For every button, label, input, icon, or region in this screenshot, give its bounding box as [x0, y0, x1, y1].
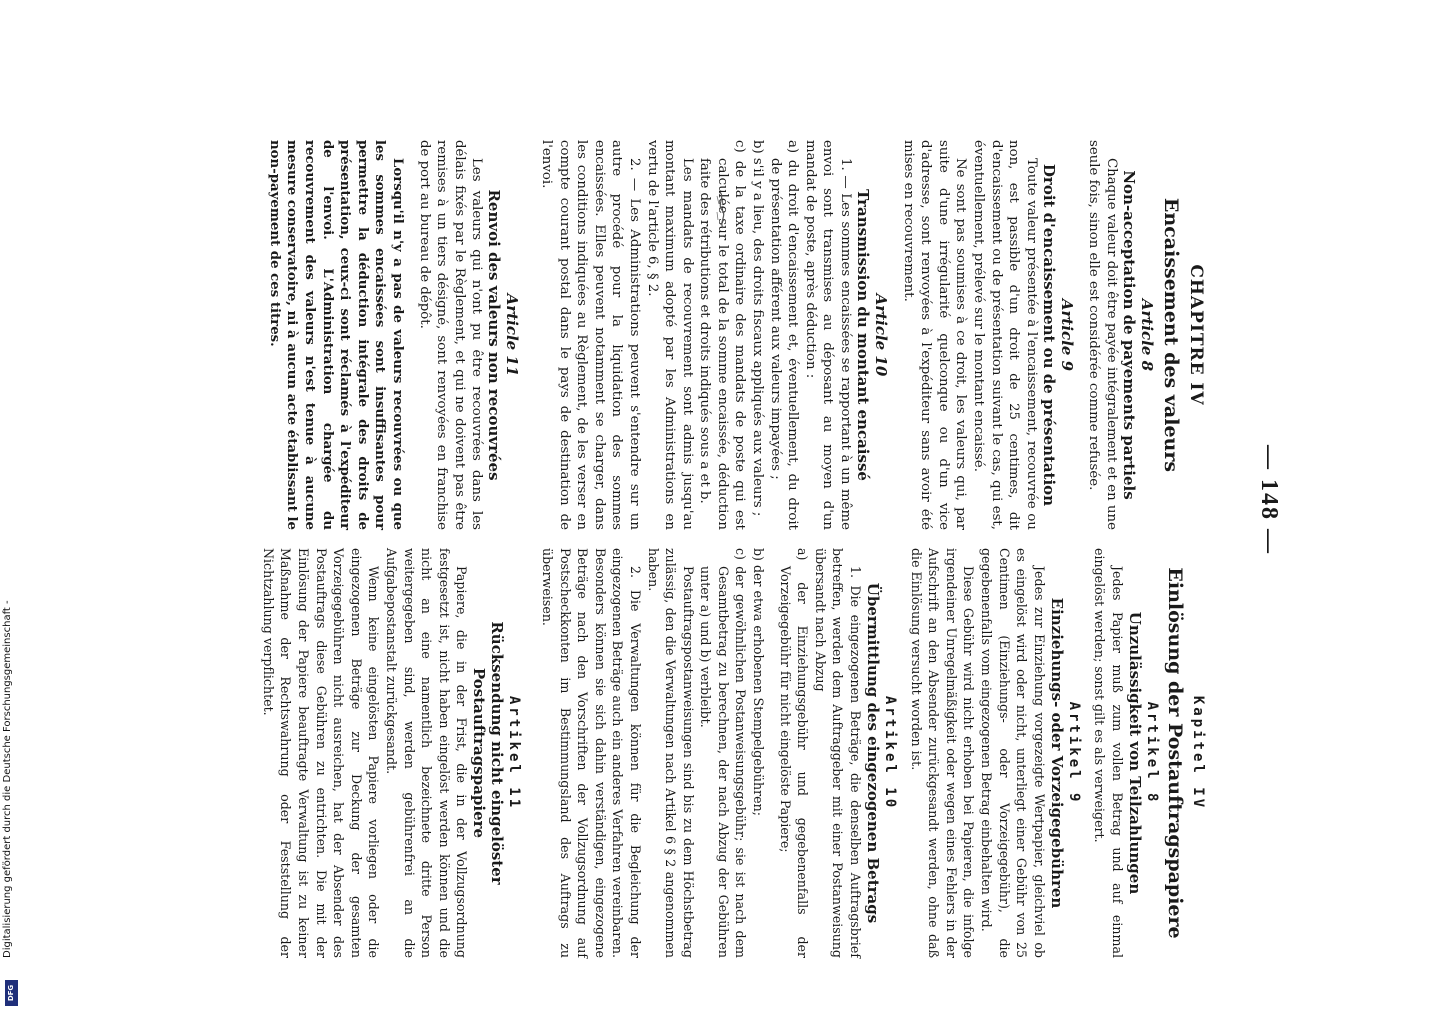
article-9-paragraph-1: Jedes zur Einziehung vorgezeigte Wertpapier, gleichviel ob es eingelöst wird oder nicht, unterliegt einer Gebühr von 25 Centimen (Einziehungs- oder Vorzeigegebühr), die gegebenenfalls vom eingezogenen Betrag einbehalten wird. [979, 548, 1047, 958]
article-11-label: Artikel 11 [506, 695, 523, 811]
article-11-heading: Rücksendung nicht eingelöster Postauftragspapiere [470, 621, 507, 885]
article-10-label: Artikel 10 [882, 695, 899, 811]
article-10-heading: Transmission du montant encaissé [854, 189, 873, 481]
credit-text: Digitalisierung gefördert durch die Deutsche Forschungsgemeinschaft - [2, 600, 13, 958]
section-title: Encaissement des valeurs [1160, 197, 1182, 473]
article-10-item-c: c) der gewöhnlichen Postanweisungsgebühr; sie ist nach dem Gesamtbetrag zu berechnen, der nach Abzug der Gebühren unter a) und b) verbleibt. [698, 548, 749, 958]
article-9-label: Artikel 9 [1065, 701, 1082, 805]
article-11-label: Article 11 [503, 293, 522, 377]
article-8-label: Article 8 [1138, 298, 1156, 372]
article-10-item-b: b) der etwa erhobenen Stempelgebühren; [751, 548, 767, 816]
article-9-heading: Droit d'encaissement ou de présentation [1039, 163, 1058, 507]
digitization-credit [3, 984, 17, 1014]
article-10-paragraph-3: 2. Die Verwaltungen können für die Begleichung der eingezogenen Beträge auch ein anderes Verfahren vereinbaren. Besonders können sie sich dahin verständigen, eingezogene Beträge nach den Vorschriften der Vollzugsordnung auf Postscheckkonten im Bestimmungsland des Auftrags zu überweisen. [539, 548, 643, 958]
page-number: — 148 — [1256, 445, 1282, 555]
french-column [265, 140, 1434, 530]
article-9-paragraph-2: Diese Gebühr wird nicht erhoben bei Papieren, die infolge irgendeiner Unregelmäßigkeit oder wegen eines Fehlers in der Aufschrift an den Absender zurückgesandt werden, ohne daß die Einlösung versucht worden ist. [908, 548, 977, 958]
article-11-paragraph-2: Lorsqu'il n'y a pas de valeurs recouvrées ou que les sommes encaissées sont insuffisantes pour permettre la déduction intégrale des droits de présentation, ceux-ci sont réclamés à l'expéditeur de l'envoi. L'Administration chargée du recouvrement des valeurs n'est tenue à aucune mesure conservatoire, ni à aucun acte établissant le non-payement de ces titres. [266, 140, 405, 530]
article-9-paragraph-1: Toute valeur présentée à l'encaissement, recouvrée ou non, est passible d'un droit de 25 centimes, dit d'encaissement ou de présentation suivant le cas, qui est, éventuellement, prélevé sur le montant encaissé. [971, 140, 1039, 530]
article-10-item-c: c) de la taxe ordinaire des mandats de poste qui est calculée sur le total de la somme encaissée, déduction faite des rétributions et droits indiqués sous a et b. [697, 140, 748, 530]
article-10-item-a: a) du droit d'encaissement et, éventuellement, du droit de présentation afférent aux valeurs impayées ; [767, 140, 801, 530]
article-10-label: Article 10 [872, 293, 891, 377]
article-9-label: Article 9 [1057, 298, 1076, 372]
article-11-paragraph-2: Wenn keine eingelösten Papiere vorliegen oder die eingezogenen Beträge zur Deckung der gesamten Vorzeigegebühren nicht ausreichen, hat der Absender des Postauftrags diese Gebühren zu entrichten. Die mit der Einlösung der Papiere beauftragte Verwaltung ist zu keiner Maßnahme der Rechtswahrung oder Feststellung der Nichtzahlung verpflichtet. [260, 548, 382, 958]
article-8-label: Artikel 8 [1144, 701, 1160, 805]
article-10-paragraph-2: Postauftragspostanweisungen sind bis zu dem Höchstbetrag zulässig, den die Verwaltungen nach Artikel 6 § 2 angenommen haben. [645, 548, 696, 958]
chapter-heading: Kapitel IV [1190, 695, 1206, 811]
article-8-paragraph: Chaque valeur doit être payée intégralement et en une seule fois, sinon elle est considérée comme refusée. [1086, 140, 1119, 530]
dfg-logo: DFG [5, 980, 18, 1006]
german-column [259, 548, 1434, 958]
article-8-heading: Unzulässigkeit von Teilzahlungen [1126, 611, 1144, 895]
article-10-paragraph-1: 1. — Les sommes encaissées se rapportant à un même envoi sont transmises au déposant au moyen d'un mandat de poste, après déduction : [802, 140, 854, 530]
article-10-item-b: b) s'il y a lieu, des droits fiscaux appliqués aux valeurs ; [750, 140, 766, 517]
article-8-paragraph: Jedes Papier muß zum vollen Betrag und auf einmal eingelöst werden; sonst gilt es als verweigert. [1092, 548, 1125, 958]
article-10-paragraph-3: 2. — Les Administrations peuvent s'entendre sur un autre procédé pour la liquidation des sommes encaissées. Elles peuvent notamment se charger, dans les conditions indiquées au Règlement, de les verser en compte courant postal dans le pays de destination de l'envoi. [538, 140, 642, 530]
scan-smudge-mark [713, 190, 729, 230]
article-9-paragraph-2: Ne sont pas soumises à ce droit, les valeurs qui, par suite d'une irrégularité quelconque ou d'un vice d'adresse, sont renvoyées à l'expéditeur sans avoir été mises en recouvrement. [900, 140, 969, 530]
article-11-paragraph-1: Papiere, die in der Frist, die in der Vollzugsordnung festgesetzt ist, nicht haben eingelöst werden können und die nicht an eine namentlich bezeichnete dritte Person weitergegeben sind, werden gebührenfrei an die Aufgabepostanstalt zurückgesandt. [384, 548, 470, 958]
section-title: Einlösung der Postauftragspapiere [1164, 567, 1186, 939]
article-10-paragraph-2: Les mandats de recouvrement sont admis jusqu'au montant maximum adopté par les Administrations en vertu de l'article 6, § 2. [644, 140, 695, 530]
article-9-heading: Einziehungs- oder Vorzeigegebühren [1047, 597, 1066, 909]
article-11-heading: Renvoi des valeurs non recouvrées [485, 189, 504, 481]
article-10-paragraph-1: 1. Die eingezogenen Beträge, die denselben Auftragsbrief betreffen, werden dem Auftraggeber mit einer Postanweisung übersandt nach Abzug [812, 548, 864, 958]
article-11-paragraph-1: Les valeurs qui n'ont pu être recouvrées dans les délais fixés par le Règlement, et qui ne doivent pas être remises à un tiers désigné, sont renvoyées en franchise de port au bureau de dépôt. [416, 140, 485, 530]
article-10-heading: Übermittlung des eingezogenen Betrags [864, 582, 883, 924]
article-8-heading: Non-acceptation de payements partiels [1120, 170, 1138, 500]
article-10-item-a: a) der Einziehungsgebühr und gegebenenfalls der Vorzeigegebühr für nicht eingelöste Papiere; [777, 548, 811, 958]
chapter-heading: CHAPITRE IV [1186, 264, 1206, 406]
